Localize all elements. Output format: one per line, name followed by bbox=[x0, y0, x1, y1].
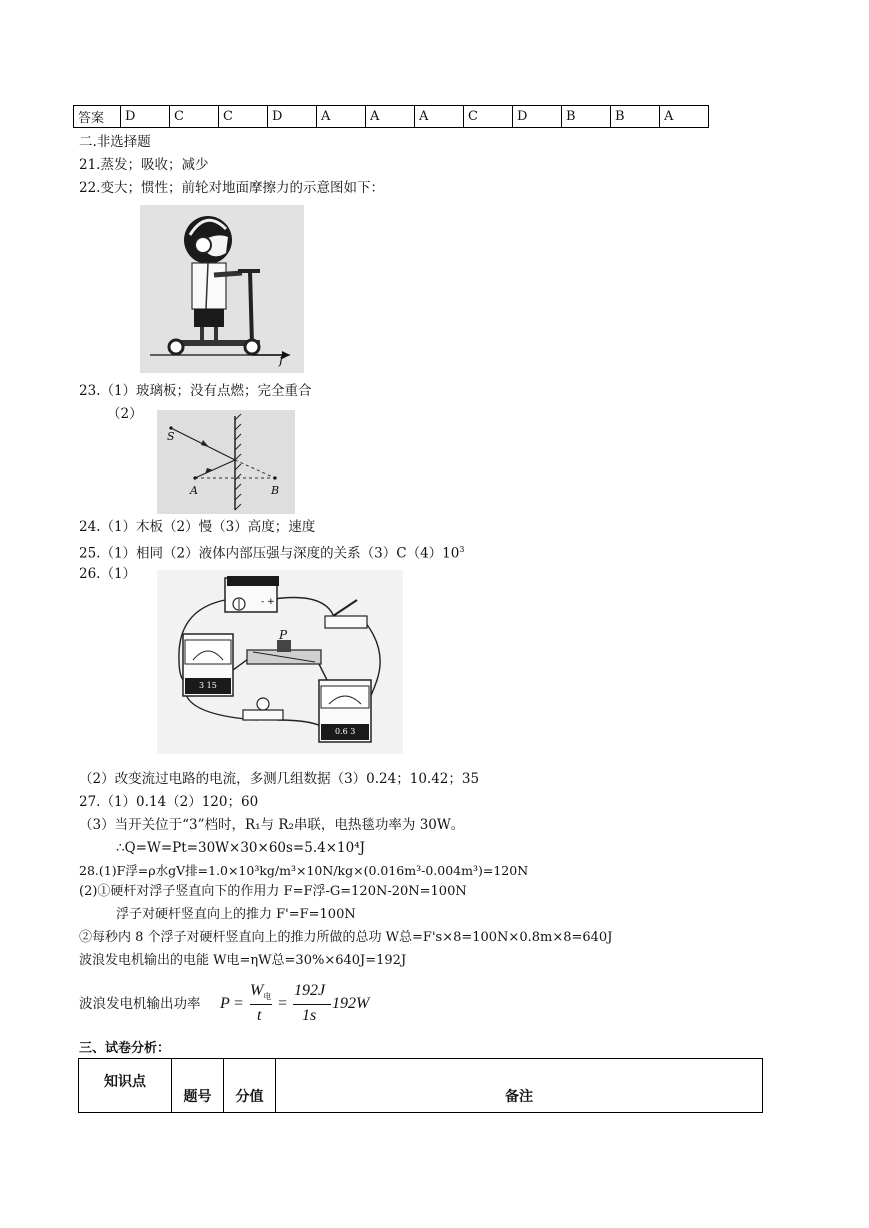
answer-cell: D bbox=[121, 106, 170, 128]
circuit-figure bbox=[157, 570, 403, 754]
answer-q25-exponent: 3 bbox=[459, 545, 465, 554]
circuit-drawing bbox=[157, 570, 403, 754]
answer-q28-part2c: ②每秒内 8 个浮子对硬杆竖直向上的推力所做的总功 W总=F's×8=100N×0.8m×8=640J bbox=[79, 930, 613, 945]
scooter-figure bbox=[140, 205, 304, 373]
answer-q28-part2a: (2)①硬杆对浮子竖直向下的作用力 F=F浮-G=120N-20N=100N bbox=[79, 884, 467, 899]
formula-p: P bbox=[220, 995, 230, 1012]
header-question-number: 题号 bbox=[172, 1059, 224, 1113]
answer-q27-heat: ∴Q=W=Pt=30W×30×60s=5.4×10⁴J bbox=[116, 840, 366, 856]
friction-label: f bbox=[279, 353, 284, 368]
answer-cell: B bbox=[562, 106, 611, 128]
fraction-bar-2 bbox=[293, 1004, 331, 1005]
mirror-figure bbox=[157, 410, 295, 514]
answer-cell: A bbox=[366, 106, 415, 128]
answer-cell: A bbox=[660, 106, 709, 128]
fraction-bar-1 bbox=[250, 1004, 272, 1005]
answer-table bbox=[73, 105, 709, 128]
answer-cell: C bbox=[219, 106, 268, 128]
slider-p-label: P bbox=[279, 628, 288, 642]
formula-denominator-1s: 1s bbox=[302, 1007, 317, 1024]
section-title-analysis: 三、试卷分析： bbox=[79, 1041, 171, 1056]
answer-q23-part2: （2） bbox=[107, 406, 143, 422]
point-b-label: B bbox=[271, 484, 280, 497]
answer-q28-part2d: 波浪发电机输出的电能 W电=ηW总=30%×640J=192J bbox=[79, 953, 407, 968]
answer-cell: D bbox=[268, 106, 317, 128]
answer-q24: 24.（1）木板（2）慢（3）高度；速度 bbox=[79, 519, 316, 535]
answer-cell: D bbox=[513, 106, 562, 128]
formula-denominator-t: t bbox=[257, 1007, 262, 1024]
answer-q27-part3: （3）当开关位于“3”档时，R₁与 R₂串联，电热毯功率为 30W。 bbox=[79, 817, 465, 833]
formula-equals-1: = bbox=[234, 995, 244, 1012]
answer-cell: C bbox=[170, 106, 219, 128]
analysis-header-row bbox=[79, 1059, 763, 1113]
mirror-drawing bbox=[157, 410, 295, 514]
header-knowledge-point: 知识点 bbox=[79, 1059, 172, 1113]
scooter-drawing bbox=[140, 205, 304, 373]
formula-numerator-192j: 192J bbox=[294, 982, 326, 999]
ammeter-range-label: 0.6 3 bbox=[335, 727, 356, 736]
header-remarks: 备注 bbox=[276, 1059, 763, 1113]
answer-row bbox=[74, 106, 709, 128]
answer-q22: 22.变大；惯性；前轮对地面摩擦力的示意图如下： bbox=[79, 180, 384, 196]
answer-q26-part1: 26.（1） bbox=[79, 566, 137, 582]
formula-result: 192W bbox=[332, 995, 370, 1012]
answer-cell: C bbox=[464, 106, 513, 128]
answer-q28-part2b: 浮子对硬杆竖直向上的推力 F'=F=100N bbox=[116, 907, 356, 922]
formula-w-sub: 电 bbox=[263, 992, 272, 1002]
answer-q28-part1: 28.(1)F浮=ρ水gV排=1.0×10³kg/m³×10N/kg×(0.016m³-0.004m³)=120N bbox=[79, 863, 529, 878]
answer-q26-part2: （2）改变流过电路的电流，多测几组数据（3）0.24；10.42；35 bbox=[79, 771, 480, 787]
formula-w: W bbox=[250, 982, 264, 999]
header-score: 分值 bbox=[224, 1059, 276, 1113]
voltmeter-range-label: 3 15 bbox=[199, 681, 217, 690]
formula-equals-2: = bbox=[278, 995, 288, 1012]
answer-cell: B bbox=[611, 106, 660, 128]
answer-q28-part2e: 波浪发电机输出功率 bbox=[79, 996, 201, 1012]
answer-cell: A bbox=[415, 106, 464, 128]
answer-header-cell: 答案 bbox=[74, 106, 121, 128]
svg-text:- +: - + bbox=[261, 597, 275, 607]
answer-q23-part1: 23.（1）玻璃板；没有点燃；完全重合 bbox=[79, 383, 312, 399]
answer-q25-text: 25.（1）相同（2）液体内部压强与深度的关系（3）C（4）10 bbox=[79, 545, 460, 562]
formula-numerator-w bbox=[250, 982, 271, 1002]
power-formula bbox=[220, 982, 380, 1032]
analysis-table bbox=[78, 1058, 763, 1113]
point-s-label: S bbox=[167, 430, 175, 443]
section-title-nonchoice: 二.非选择题 bbox=[79, 134, 151, 150]
answer-q27-part1: 27.（1）0.14（2）120；60 bbox=[79, 794, 259, 810]
answer-cell: A bbox=[317, 106, 366, 128]
answer-q25 bbox=[79, 542, 464, 562]
answer-q21: 21.蒸发；吸收；减少 bbox=[79, 157, 209, 173]
point-a-label: A bbox=[190, 484, 198, 497]
